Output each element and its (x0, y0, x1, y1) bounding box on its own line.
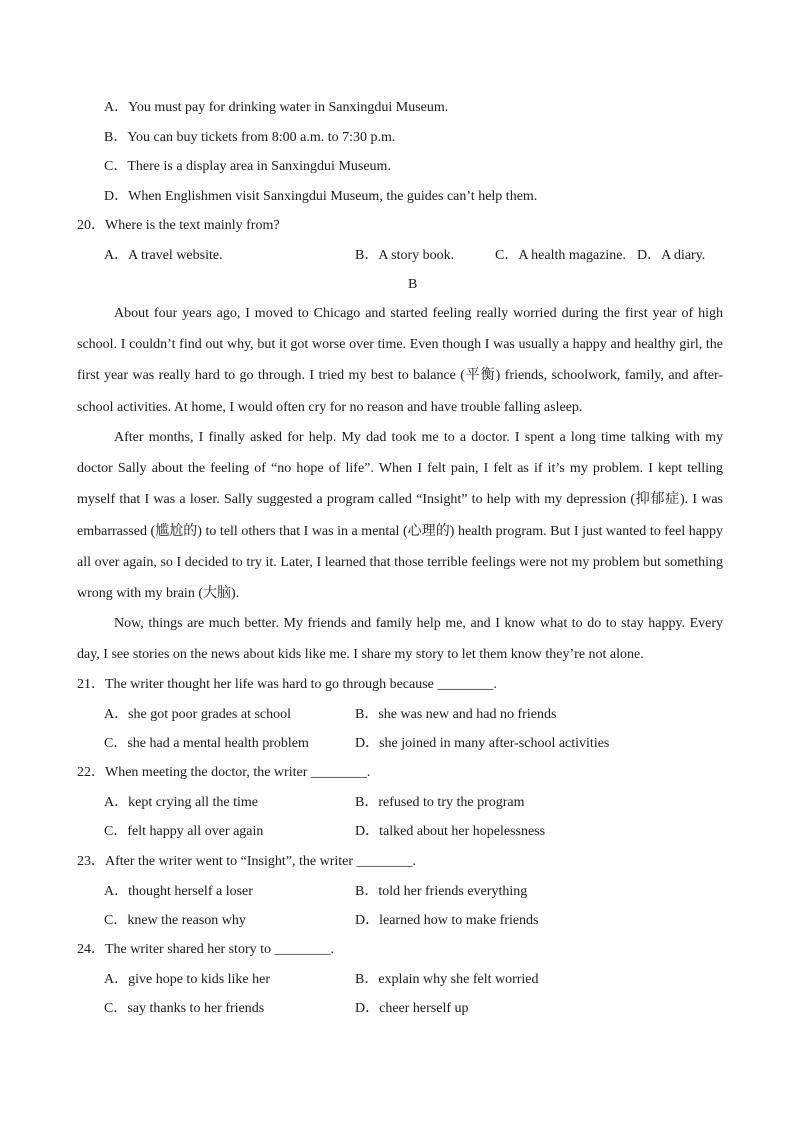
q22-stem: 22．When meeting the doctor, the writer ________. (77, 765, 371, 780)
q20-option-a: A．A travel website. (104, 248, 223, 263)
q24-option-b: B．explain why she felt worried (355, 972, 539, 987)
q21-option-c: C．she had a mental health problem (104, 736, 309, 751)
passage-paragraph-1-text: About four years ago, I moved to Chicago and started feeling really worried during the first year of high school. I couldn’t find out why, but it got worse over time. Even though I was usually a happy and healthy girl, the first year was really hard to go through. I tried my best to balance (平衡) friends, schoolwork, family, and after-school activities. At home, I would often cry for no reason and have trouble falling asleep. (77, 306, 723, 415)
q19-option-c: C．There is a display area in Sanxingdui Museum. (104, 159, 391, 174)
q23-option-a: A．thought herself a loser (104, 884, 253, 899)
q19-option-d: D．When Englishmen visit Sanxingdui Museum, the guides can’t help them. (104, 189, 538, 204)
q22-option-d: D．talked about her hopelessness (355, 824, 546, 839)
q23-option-b: B．told her friends everything (355, 884, 528, 899)
q23-option-d: D．learned how to make friends (355, 913, 539, 928)
q21-stem: 21．The writer thought her life was hard to go through because ________. (77, 677, 497, 692)
q23-option-c: C．knew the reason why (104, 913, 246, 928)
q24-option-d: D．cheer herself up (355, 1001, 469, 1016)
q20-option-d: D．A diary. (637, 248, 706, 263)
passage-paragraph-3-text: Now, things are much better. My friends and family help me, and I know what to do to stay happy. Every day, I see stories on the news about kids like me. I share my story to let them know they’re not alone. (77, 616, 723, 663)
passage-paragraph-2-text: After months, I finally asked for help. My dad took me to a doctor. I spent a long time talking with my doctor Sally about the feeling of “no hope of life”. When I felt pain, I felt as if it’s my problem. I kept telling myself that I was a loser. Sally suggested a program called “Insight” to help with my depression (抑郁症). I was embarrassed (尴尬的) to tell others that I was in a mental (心理的) health program. But I just wanted to feel happy all over again, so I decided to try it. Later, I learned that those terrible feelings were not my problem but something wrong with my brain (大脑). (77, 430, 723, 602)
q20-option-b: B．A story book. (355, 248, 455, 263)
q22-option-c: C．felt happy all over again (104, 824, 264, 839)
q24-stem: 24．The writer shared her story to ________. (77, 942, 334, 957)
section-label: B (408, 277, 418, 292)
passage-paragraph-1 (77, 298, 723, 423)
q21-option-b: B．she was new and had no friends (355, 707, 557, 722)
q22-option-b: B．refused to try the program (355, 795, 525, 810)
q21-option-a: A．she got poor grades at school (104, 707, 292, 722)
q22-option-a: A．kept crying all the time (104, 795, 258, 810)
q19-option-b: B．You can buy tickets from 8:00 a.m. to 7:30 p.m. (104, 130, 396, 145)
passage-paragraph-2 (77, 422, 723, 609)
q24-option-c: C．say thanks to her friends (104, 1001, 265, 1016)
q23-stem: 23．After the writer went to “Insight”, the writer ________. (77, 854, 417, 869)
q21-option-d: D．she joined in many after-school activities (355, 736, 610, 751)
q20-option-c: C．A health magazine. (495, 248, 627, 263)
q20-stem: 20．Where is the text mainly from? (77, 218, 280, 233)
q24-option-a: A．give hope to kids like her (104, 972, 271, 987)
q19-option-a: A．You must pay for drinking water in Sanxingdui Museum. (104, 100, 449, 115)
passage-paragraph-3 (77, 608, 723, 670)
